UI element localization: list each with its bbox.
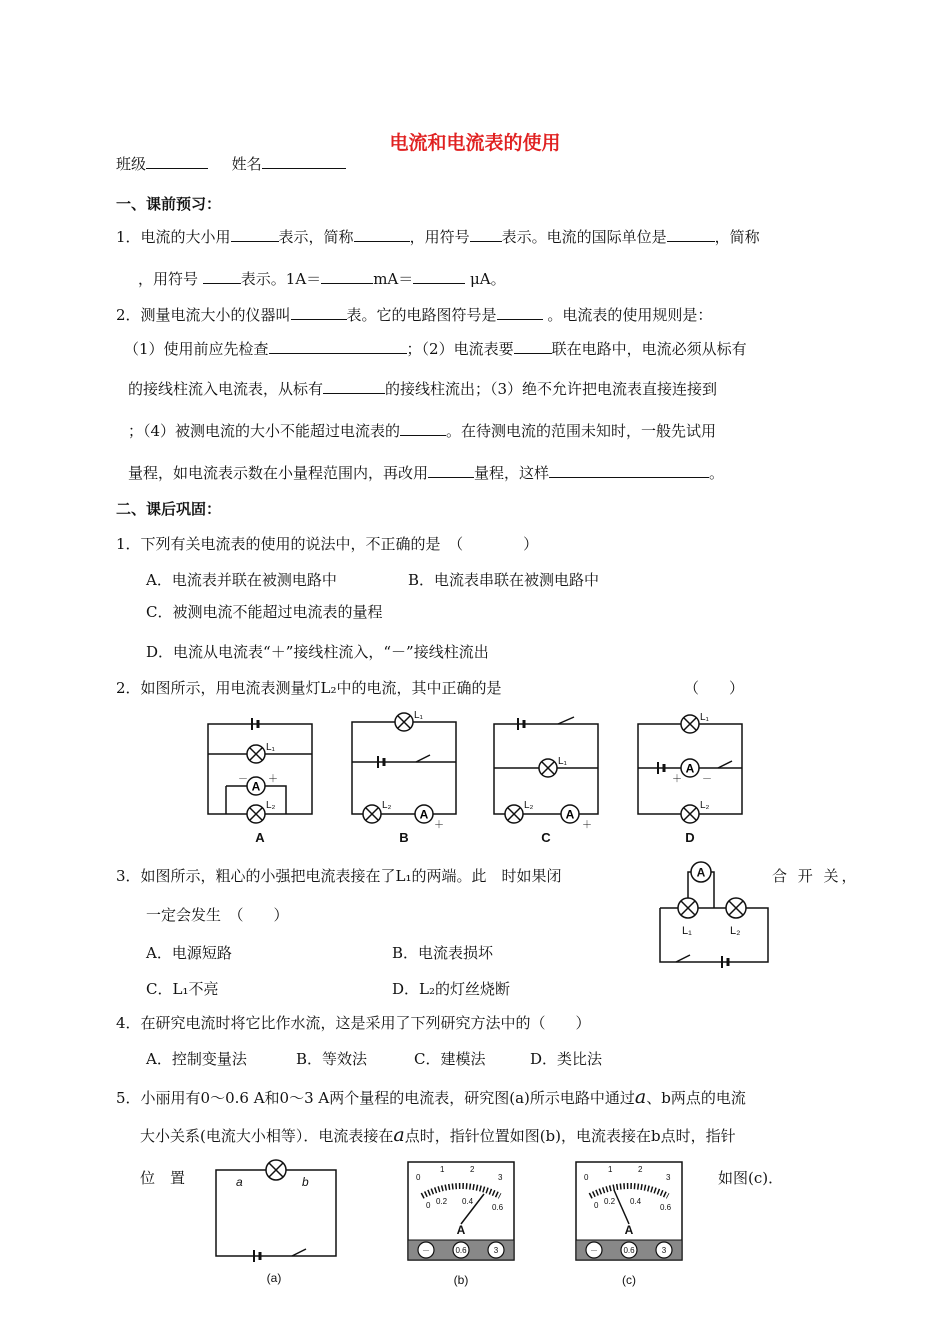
svg-text:b: b bbox=[302, 1175, 309, 1189]
blank[interactable] bbox=[400, 420, 446, 436]
blank[interactable] bbox=[514, 338, 552, 354]
blank[interactable] bbox=[470, 226, 502, 242]
svg-text:0.6: 0.6 bbox=[623, 1246, 635, 1255]
svg-text:L₁: L₁ bbox=[700, 712, 709, 723]
s2-q4-option-a[interactable]: A．控制变量法 bbox=[146, 1050, 247, 1068]
name-blank[interactable] bbox=[262, 153, 346, 169]
svg-text:2: 2 bbox=[638, 1165, 643, 1174]
s2-q5-line2: 大小关系(电流大小相等）．电流表接在a点时，指针位置如图(b)，电流表接在b点时，指针 bbox=[140, 1124, 736, 1146]
page-title: 电流和电流表的使用 bbox=[389, 132, 561, 154]
svg-text:－: － bbox=[238, 774, 248, 785]
svg-text:－: － bbox=[590, 1246, 598, 1255]
s2-q2-paren: （ ） bbox=[684, 679, 745, 697]
q2-circuit-figures: A L₁－ ＋L₂ L₁L₂＋ L₁L₂＋ L₁＋ －L₂ A B C D bbox=[196, 710, 776, 846]
svg-text:3: 3 bbox=[498, 1173, 503, 1182]
s2-q4-option-c[interactable]: C．建模法 bbox=[414, 1050, 486, 1068]
svg-text:＋: ＋ bbox=[434, 820, 444, 831]
circuit-label-b: B bbox=[399, 830, 409, 845]
svg-text:3: 3 bbox=[661, 1246, 667, 1255]
svg-text:L₁: L₁ bbox=[558, 756, 567, 767]
svg-text:1: 1 bbox=[608, 1165, 613, 1174]
blank[interactable] bbox=[323, 378, 385, 394]
class-blank[interactable] bbox=[146, 153, 208, 169]
section2-heading: 二、课后巩固： bbox=[116, 500, 222, 518]
s2-q3-option-d[interactable]: D．L₂的灯丝烧断 bbox=[392, 980, 511, 998]
s2-q1-option-d[interactable]: D．电流从电流表“＋”接线柱流入，“－”接线柱流出 bbox=[146, 643, 489, 661]
s2-q3-stem-a: 3．如图所示，粗心的小强把电流表接在了L₁的两端。此 时如果闭 bbox=[116, 867, 562, 885]
svg-text:0: 0 bbox=[416, 1173, 421, 1182]
q5-figure-a bbox=[208, 1156, 348, 1286]
circuit-label-a: A bbox=[255, 830, 265, 845]
svg-text:3: 3 bbox=[493, 1246, 499, 1255]
q5-figures-bc bbox=[406, 1160, 786, 1288]
blank[interactable] bbox=[497, 304, 543, 320]
svg-text:0: 0 bbox=[594, 1201, 599, 1210]
s2-q3-option-b[interactable]: B．电流表损坏 bbox=[392, 944, 494, 962]
circuit-label-c: C bbox=[541, 830, 551, 845]
svg-text:1: 1 bbox=[440, 1165, 445, 1174]
s2-q4-stem: 4．在研究电流时将它比作水流，这是采用了下列研究方法中的（ ） bbox=[116, 1014, 591, 1032]
ammeter-b bbox=[408, 1162, 514, 1287]
s1-q2-line4: ；（4）被测电流的大小不能超过电流表的 。在待测电流的范围未知时，一般先试用 bbox=[128, 422, 717, 440]
svg-text:0: 0 bbox=[584, 1173, 589, 1182]
svg-text:0.6: 0.6 bbox=[660, 1203, 672, 1212]
s2-q5-line3b: 如图(c)． bbox=[718, 1169, 784, 1187]
s2-q3-stem-b: 合 开 关， bbox=[772, 867, 860, 885]
s2-q3-option-a[interactable]: A．电源短路 bbox=[146, 944, 232, 962]
s1-q1-line2: ，用符号 表示。1A＝ mA＝ μA。 bbox=[138, 270, 506, 288]
s2-q3-option-c[interactable]: C．L₁不亮 bbox=[146, 980, 219, 998]
svg-text:L₁: L₁ bbox=[682, 925, 692, 937]
s2-q4-option-b[interactable]: B．等效法 bbox=[296, 1050, 368, 1068]
s2-q5-line3a: 位 置 bbox=[140, 1169, 186, 1187]
blank[interactable] bbox=[269, 338, 407, 354]
s1-q2-line2: （1）使用前应先检查 ；（2）电流表要 联在电路中，电流必须从标有 bbox=[124, 340, 747, 358]
blank[interactable] bbox=[549, 462, 709, 478]
svg-text:－: － bbox=[422, 1246, 430, 1255]
circuit-label-d: D bbox=[685, 830, 695, 845]
blank[interactable] bbox=[291, 304, 347, 320]
fig-c-label: (c) bbox=[622, 1273, 636, 1287]
ammeter-c bbox=[576, 1162, 682, 1287]
s2-q3-stem-c: 一定会发生 （ ） bbox=[146, 906, 289, 924]
svg-text:0.2: 0.2 bbox=[604, 1197, 616, 1206]
blank[interactable] bbox=[428, 462, 474, 478]
svg-text:A: A bbox=[456, 1223, 466, 1237]
svg-text:A: A bbox=[696, 865, 706, 880]
class-name-line bbox=[116, 153, 346, 174]
svg-text:0.6: 0.6 bbox=[455, 1246, 467, 1255]
svg-text:－: － bbox=[702, 774, 712, 785]
s1-q2-line3: 的接线柱流入电流表，从标有 的接线柱流出；（3）绝不允许把电流表直接连接到 bbox=[128, 380, 718, 398]
s2-q2-stem: 2．如图所示，用电流表测量灯L₂中的电流，其中正确的是 bbox=[116, 679, 502, 697]
svg-text:L₂: L₂ bbox=[382, 800, 392, 811]
s1-q2-line5: 量程，如电流表示数在小量程范围内，再改用 量程，这样 。 bbox=[128, 464, 725, 482]
blank[interactable] bbox=[231, 226, 279, 242]
s2-q1-option-c[interactable]: C．被测电流不能超过电流表的量程 bbox=[146, 603, 383, 621]
svg-text:＋: ＋ bbox=[672, 774, 682, 785]
circuit-a[interactable] bbox=[208, 718, 312, 814]
svg-text:＋: ＋ bbox=[582, 820, 592, 831]
fig-a-label: (a) bbox=[266, 1271, 282, 1285]
fig-b-label: (b) bbox=[453, 1273, 469, 1287]
svg-text:2: 2 bbox=[470, 1165, 475, 1174]
svg-text:＋: ＋ bbox=[268, 774, 278, 785]
svg-text:L₂: L₂ bbox=[700, 800, 710, 811]
section1-heading: 一、课前预习： bbox=[116, 195, 222, 213]
svg-text:3: 3 bbox=[666, 1173, 671, 1182]
blank[interactable] bbox=[321, 268, 373, 284]
svg-text:0.4: 0.4 bbox=[630, 1197, 642, 1206]
s2-q5-line1: 5．小丽用有0～0.6 A和0～3 A两个量程的电流表，研究图(a)所示电路中通过a、b两点的电流 bbox=[116, 1086, 746, 1108]
s2-q1-stem: 1．下列有关电流表的使用的说法中，不正确的是 （ ） bbox=[116, 535, 539, 553]
svg-text:L₂: L₂ bbox=[524, 800, 534, 811]
svg-text:L₂: L₂ bbox=[266, 800, 276, 811]
svg-text:A: A bbox=[624, 1223, 634, 1237]
svg-text:L₁: L₁ bbox=[414, 710, 423, 721]
circuit-b[interactable] bbox=[352, 722, 456, 814]
blank[interactable] bbox=[354, 226, 410, 242]
svg-text:L₁: L₁ bbox=[266, 742, 275, 753]
svg-text:a: a bbox=[236, 1175, 243, 1189]
blank[interactable] bbox=[203, 268, 241, 284]
svg-text:0.2: 0.2 bbox=[436, 1197, 448, 1206]
blank[interactable] bbox=[413, 268, 465, 284]
svg-text:0.6: 0.6 bbox=[492, 1203, 504, 1212]
svg-text:0: 0 bbox=[426, 1201, 431, 1210]
s2-q4-option-d[interactable]: D．类比法 bbox=[530, 1050, 603, 1068]
class-label: 班级 bbox=[116, 155, 147, 173]
s1-q2-line1: 2．测量电流大小的仪器叫 表。它的电路图符号是 。电流表的使用规则是： bbox=[116, 306, 713, 324]
svg-text:L₂: L₂ bbox=[730, 925, 741, 937]
q3-circuit-figure bbox=[640, 852, 776, 974]
s2-q1-option-b[interactable]: B．电流表串联在被测电路中 bbox=[408, 571, 600, 589]
s1-q1-line1: 1．电流的大小用 表示，简称 ，用符号 表示。电流的国际单位是 ，简称 bbox=[116, 228, 760, 246]
blank[interactable] bbox=[667, 226, 715, 242]
s2-q1-option-a[interactable]: A．电流表并联在被测电路中 bbox=[146, 571, 337, 589]
svg-text:0.4: 0.4 bbox=[462, 1197, 474, 1206]
name-label: 姓名 bbox=[231, 155, 262, 173]
